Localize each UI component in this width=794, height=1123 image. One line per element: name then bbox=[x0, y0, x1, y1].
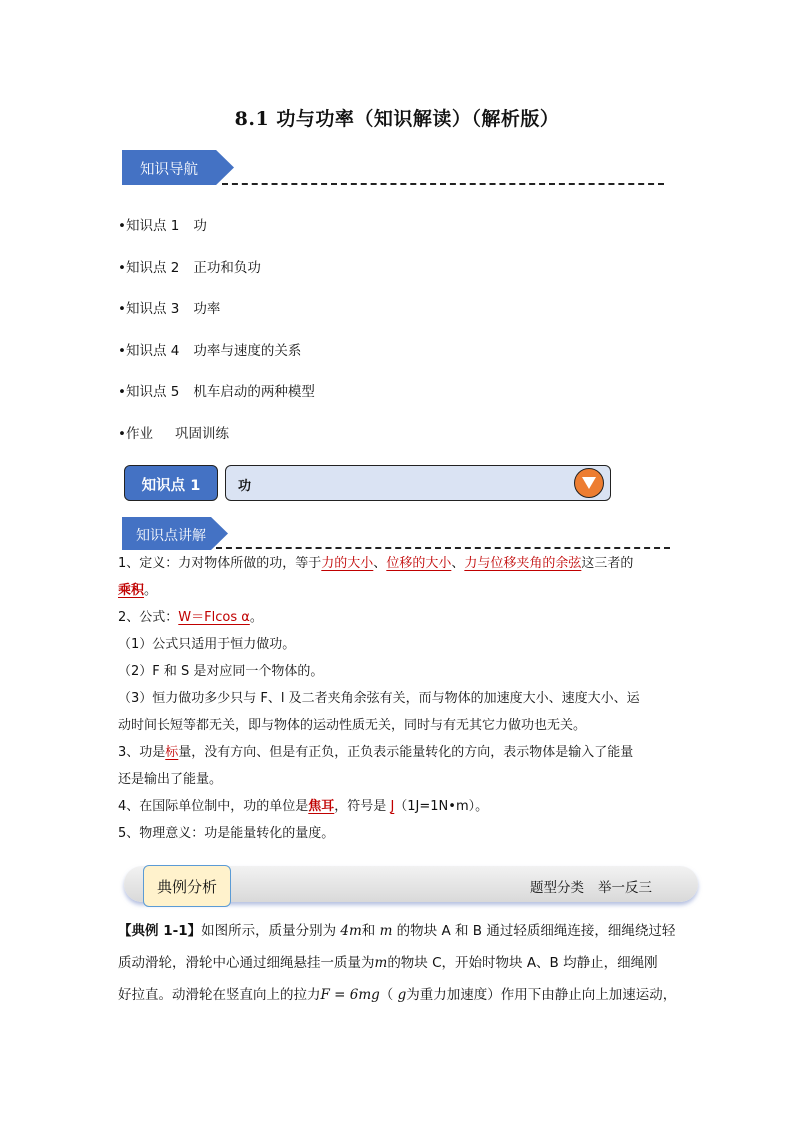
nav-section-tag bbox=[122, 150, 234, 185]
toc-item-label: •知识点 2 bbox=[118, 260, 180, 276]
toc-item-text: 功率与速度的关系 bbox=[193, 343, 302, 359]
knowledge-point-badge bbox=[124, 465, 218, 501]
term-force: 力的大小 bbox=[321, 556, 374, 571]
term-displacement: 位移的大小 bbox=[386, 556, 452, 571]
explain-section-tag bbox=[122, 517, 228, 550]
scalar-line: 3、功是标量，没有方向、但是有正负，正负表示能量转化的方向，表示物体是输入了能量 bbox=[118, 745, 634, 760]
example-tag bbox=[143, 865, 231, 907]
unit-line: 4、在国际单位制中，功的单位是焦耳，符号是 J（1J=1N•m）。 bbox=[118, 799, 489, 814]
knowledge-point-bar bbox=[225, 465, 611, 501]
example-paragraph-line-3: 好拉直。动滑轮在竖直向上的拉力F = 6mg（ g为重力加速度）作用下由静止向上加速运动， bbox=[118, 987, 677, 1003]
nav-divider bbox=[222, 183, 664, 185]
toc-item-text: 巩固训练 bbox=[174, 426, 229, 442]
toc-item-text: 正功和负功 bbox=[193, 260, 261, 276]
term-joule-symbol: J bbox=[390, 799, 395, 814]
toc-item-2[interactable] bbox=[118, 256, 261, 276]
term-scalar: 标 bbox=[165, 745, 179, 760]
example-subtitle: 题型分类 举一反三 bbox=[530, 880, 652, 896]
explain-divider bbox=[216, 547, 670, 549]
knowledge-point-title: 功 bbox=[238, 479, 252, 494]
toc-item-text: 机车启动的两种模型 bbox=[193, 384, 315, 400]
toc-item-4[interactable] bbox=[118, 339, 301, 359]
example-paragraph-line-2: 质动滑轮，滑轮中心通过细绳悬挂一质量为m的物块 C，开始时物块 A、B 均静止，细绳刚 bbox=[118, 955, 658, 971]
page-title: 8.1 功与功率（知识解读）（解析版） bbox=[234, 108, 560, 130]
definition-line-cont: 乘积。 bbox=[118, 583, 158, 598]
explain-section-label: 知识点讲解 bbox=[136, 528, 206, 544]
example-paragraph-line-1: 【典例 1-1】如图所示，质量分别为 4m和 m 的物块 A 和 B 通过轻质细绳连接，细绳绕过轻 bbox=[118, 923, 676, 939]
meaning-line: 5、物理意义：功是能量转化的量度。 bbox=[118, 826, 335, 841]
note-3-cont: 动时间长短等都无关，即与物体的运动性质无关，同时与有无其它力做功也无关。 bbox=[118, 718, 587, 733]
toc-item-homework[interactable] bbox=[118, 422, 229, 442]
example-number: 【典例 1-1】 bbox=[118, 923, 202, 939]
formula-line: 2、公式：W＝Flcos α。 bbox=[118, 610, 263, 625]
toc-item-label: •知识点 1 bbox=[118, 218, 180, 234]
toc-item-3[interactable] bbox=[118, 297, 220, 317]
toc-item-label: •作业 bbox=[118, 426, 153, 442]
knowledge-point-label: 知识点 1 bbox=[141, 478, 201, 494]
term-joule: 焦耳 bbox=[308, 799, 335, 814]
example-label: 典例分析 bbox=[156, 878, 217, 896]
toc-item-5[interactable] bbox=[118, 380, 315, 400]
toc-item-text: 功 bbox=[193, 218, 207, 234]
toc-item-label: •知识点 3 bbox=[118, 301, 180, 317]
toc-item-label: •知识点 4 bbox=[118, 343, 180, 359]
definition-line: 1、定义：力对物体所做的功，等于力的大小、位移的大小、力与位移夹角的余弦这三者的 bbox=[118, 556, 634, 571]
term-cosine: 力与位移夹角的余弦 bbox=[464, 556, 582, 571]
scalar-line-cont: 还是输出了能量。 bbox=[118, 772, 223, 787]
term-product: 乘积 bbox=[118, 583, 145, 598]
note-3: （3）恒力做功多少只与 F、l 及二者夹角余弦有关，而与物体的加速度大小、速度大小、运 bbox=[118, 691, 640, 706]
toc-item-1[interactable] bbox=[118, 214, 207, 234]
note-2: （2）F 和 S 是对应同一个物体的。 bbox=[118, 664, 324, 679]
toc-item-text: 功率 bbox=[193, 301, 221, 317]
nav-section-label: 知识导航 bbox=[140, 162, 198, 178]
toc-item-label: •知识点 5 bbox=[118, 384, 180, 400]
note-1: （1）公式只适用于恒力做功。 bbox=[118, 637, 296, 652]
expand-down-icon[interactable] bbox=[574, 468, 604, 498]
formula: W＝Flcos α bbox=[178, 610, 250, 625]
